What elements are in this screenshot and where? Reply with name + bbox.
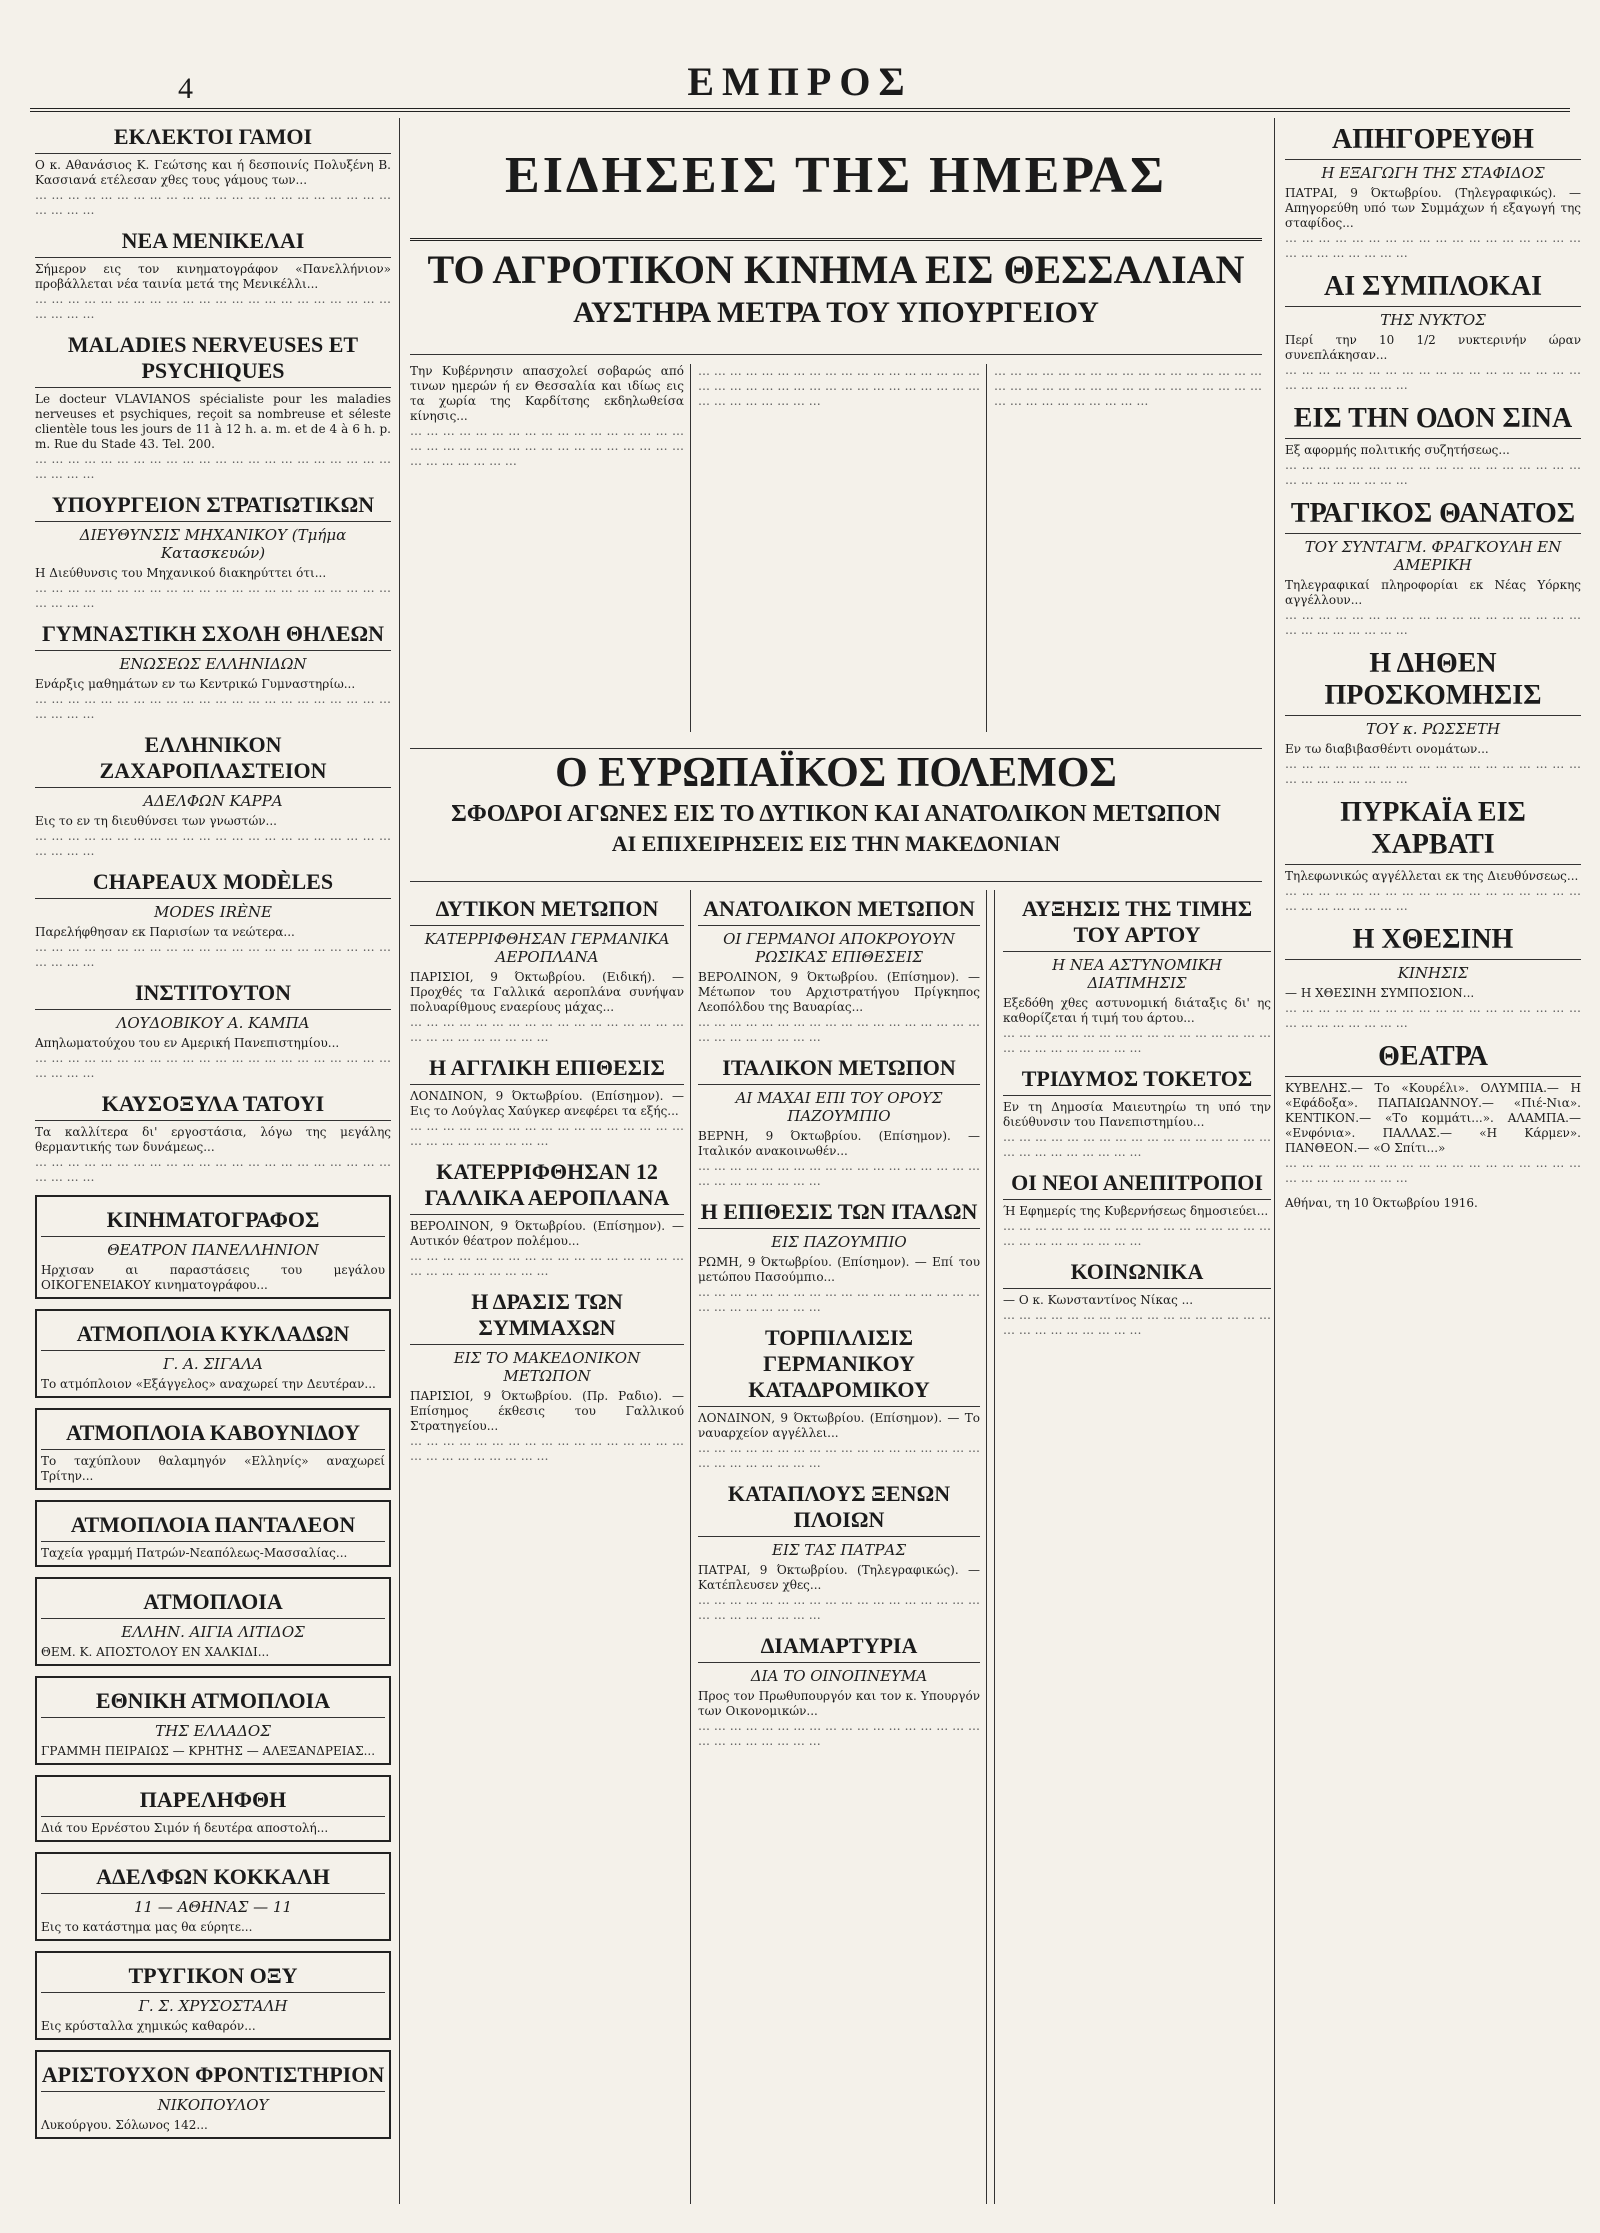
article-block: [35, 869, 391, 970]
filler-text: … … … … … … … … … … … … … … … … … … … … … … … … … …: [410, 1434, 684, 1463]
article-heading: ΑΙ ΣΥΜΠΛΟΚΑΙ: [1285, 271, 1581, 307]
article-block: [1003, 1066, 1271, 1160]
filler-text: … … … … … … … … … … … … … … … … … … … … … … … … … …: [698, 1719, 980, 1748]
article-block: [410, 896, 684, 1045]
article-heading: CHAPEAUX MODÈLES: [35, 869, 391, 899]
article-text: ΠΑΤΡΑΙ, 9 Όκτωβρίου. (Τηλεγραφικώς). — Απηγορεύθη υπό των Συμμάχων ή εξαγωγή της σταφίδος...: [1285, 186, 1581, 230]
article-subheading: ΔΙΕΥΘΥΝΣΙΣ ΜΗΧΑΝΙΚΟΥ (Τμήμα Κατασκευών): [79, 526, 347, 562]
ad-subheading: ΘΕΑΤΡΟΝ ΠΑΝΕΛΛΗΝΙΟΝ: [107, 1241, 319, 1259]
ads-section: [35, 1195, 391, 2139]
advertisement: [35, 1577, 391, 1666]
ad-subheading: Γ. Α. ΣΙΓΑΛΑ: [163, 1355, 263, 1373]
article-block: [1285, 797, 1581, 914]
ad-heading: ΑΔΕΛΦΩΝ ΚΟΚΚΑΛΗ: [41, 1864, 385, 1894]
ad-subheading: Γ. Σ. ΧΡΥΣΟΣΤΑΛΗ: [138, 1997, 288, 2015]
article-text: Εν τη Δημοσία Μαιευτηρίω τη υπό την διεύθυνσιν του Πανεπιστημίου...: [1003, 1100, 1271, 1129]
article-subheading: Η ΕΞΑΓΩΓΗ ΤΗΣ ΣΤΑΦΙΔΟΣ: [1321, 164, 1545, 182]
left-column: [35, 118, 400, 2204]
article-text: Εξ αφορμής πολιτικής συζητήσεως...: [1285, 443, 1510, 457]
article-text: Εις το εν τη διευθύνσει των γνωστών...: [35, 814, 277, 828]
article-subheading: ΟΙ ΓΕΡΜΑΝΟΙ ΑΠΟΚΡΟΥΟΥΝ ΡΩΣΙΚΑΣ ΕΠΙΘΕΣΕΙΣ: [723, 930, 955, 966]
article-text: ΛΟΝΔΙΝΟΝ, 9 Όκτωβρίου. (Επίσημον). — Εις το Λούγλας Χαύγκερ ανεφέρει τα εξής...: [410, 1089, 684, 1118]
article-text: Ή Εφημερίς της Κυβερνήσεως δημοσιεύει...: [1003, 1204, 1269, 1218]
section-header: [410, 118, 1262, 241]
article-text: ΛΟΝΔΙΝΟΝ, 9 Όκτωβρίου. (Επίσημον). — Το ναυαρχείον αγγέλλει...: [698, 1411, 980, 1440]
ad-heading: ΑΡΙΣΤΟΥΧΟΝ ΦΡΟΝΤΙΣΤΗΡΙΟΝ: [41, 2062, 385, 2092]
ad-text: Εις κρύσταλλα χημικώς καθαρόν...: [41, 2019, 256, 2033]
article-text: Τηλεφωνικώς αγγέλλεται εκ της Διευθύνσεως...: [1285, 869, 1579, 883]
ad-heading: ΤΡΥΓΙΚΟΝ ΟΞΥ: [41, 1963, 385, 1993]
article-subheading: ΤΟΥ κ. ΡΩΣΣΕΤΗ: [1365, 720, 1501, 738]
article-text: — Ο κ. Κωνσταντίνος Νίκας ...: [1003, 1293, 1194, 1307]
ad-subheading: ΝΙΚΟΠΟΥΛΟΥ: [157, 2096, 269, 2114]
article-subheading: ΕΙΣ ΠΑΖΟΥΜΠΙΟ: [771, 1233, 907, 1251]
article-block: [698, 1633, 980, 1749]
article-heading: Η ΕΠΙΘΕΣΙΣ ΤΩΝ ΙΤΑΛΩΝ: [698, 1199, 980, 1229]
filler-text: … … … … … … … … … … … … … … … … … … … … … … … … … …: [35, 1051, 391, 1080]
advertisement: [35, 1676, 391, 1765]
article-block: [35, 621, 391, 722]
ad-heading: ΑΤΜΟΠΛΟΙΑ: [41, 1589, 385, 1619]
article-text: Σήμερον εις τον κινηματογράφον «Πανελλήνιον» προβάλλεται νέα ταινία μετά της Μενικέλλι...: [35, 262, 391, 291]
article-subheading: ΔΙΑ ΤΟ ΟΙΝΟΠΝΕΥΜΑ: [750, 1667, 928, 1685]
filler-text: … … … … … … … … … … … … … … … … … … … … … … … … … …: [410, 1249, 684, 1278]
article-subheading: ΕΙΣ ΤΟ ΜΑΚΕΔΟΝΙΚΟΝ ΜΕΤΩΠΟΝ: [453, 1349, 641, 1385]
article-heading: ΘΕΑΤΡΑ: [1285, 1041, 1581, 1077]
filler-text: … … … … … … … … … … … … … … … … … … … … … … … … … …: [35, 188, 391, 217]
article-heading: ΔΥΤΙΚΟΝ ΜΕΤΩΠΟΝ: [410, 896, 684, 926]
article-block: [1285, 648, 1581, 787]
article-text: Τα καλλίτερα δι' εργοστάσια, λόγω της μεγάλης θερμαντικής των δυνάμεως...: [35, 1125, 391, 1154]
article-block: [35, 732, 391, 859]
article-text: Απηλωματούχου του εν Αμερική Πανεπιστημίου...: [35, 1036, 340, 1050]
article-heading: ΑΠΗΓΟΡΕΥΘΗ: [1285, 124, 1581, 160]
filler-text: … … … … … … … … … … … … … … … … … … … … … … … … … …: [1285, 231, 1581, 260]
article-block: [1285, 1041, 1581, 1186]
article-heading: ΝΕΑ ΜΕΝΙΚΕΛΑΙ: [35, 228, 391, 258]
filler-text: … … … … … … … … … … … … … … … … … … … … … … … … … …: [35, 829, 391, 858]
article-text: ΠΑΡΙΣΙΟΙ, 9 Όκτωβρίου. (Ειδική). — Προχθές τα Γαλλικά αεροπλάνα συνήψαν πολυαρίθμους εναερίους μάχας...: [410, 970, 684, 1014]
filler-text: … … … … … … … … … … … … … … … … … … … … … … … … … …: [698, 1015, 980, 1044]
article-heading: ΕΛΛΗΝΙΚΟΝ ΖΑΧΑΡΟΠΛΑΣΤΕΙΟΝ: [35, 732, 391, 788]
filler-text: … … … … … … … … … … … … … … … … … … … … … … … … … …: [698, 1285, 980, 1314]
article-block: [35, 980, 391, 1081]
advertisement: [35, 2050, 391, 2139]
article-text: Τηλεγραφικαί πληροφορίαι εκ Νέας Υόρκης αγγέλλουν...: [1285, 578, 1581, 607]
top-story-headline: ΤΟ ΑΓΡΟΤΙΚΟΝ ΚΙΝΗΜΑ ΕΙΣ ΘΕΣΣΑΛΙΑΝ: [427, 247, 1245, 292]
article-block: [1003, 1259, 1271, 1338]
article-subheading: ΕΙΣ ΤΑΣ ΠΑΤΡΑΣ: [772, 1541, 906, 1559]
article-subheading: MODES IRÈNE: [154, 903, 272, 921]
filler-text: … … … … … … … … … … … … … … … … … … … … … … … … … …: [1003, 1130, 1271, 1159]
article-block: [1003, 896, 1271, 1056]
filler-text: … … … … … … … … … … … … … … … … … … … … … … … … … …: [1285, 608, 1581, 637]
filler-text: … … … … … … … … … … … … … … … … … … … … … … … … … …: [698, 1441, 980, 1470]
article-heading: ΠΥΡΚΑΪΑ ΕΙΣ ΧΑΡΒΑΤΙ: [1285, 797, 1581, 865]
article-block: [1285, 124, 1581, 261]
ad-heading: ΕΘΝΙΚΗ ΑΤΜΟΠΛΟΙΑ: [41, 1688, 385, 1718]
article-subheading: ΤΗΣ ΝΥΚΤΟΣ: [1380, 311, 1486, 329]
article-block: [1285, 924, 1581, 1031]
article-block: [35, 124, 391, 218]
war-story-headline: Ο ΕΥΡΩΠΑΪΚΟΣ ΠΟΛΕΜΟΣ: [555, 750, 1117, 796]
ad-text: Το ταχύπλουν θαλαμηγόν «Ελληνίς» αναχωρεί Τρίτην...: [41, 1454, 385, 1483]
article-block: [1003, 1170, 1271, 1249]
filler-text: … … … … … … … … … … … … … … … … … … … … … … … … … …: [35, 692, 391, 721]
article-block: [410, 1159, 684, 1279]
article-block: [35, 332, 391, 482]
ad-heading: ΑΤΜΟΠΛΟΙΑ ΚΑΒΟΥΝΙΔΟΥ: [41, 1420, 385, 1450]
ad-text: Εις το κατάστημα μας θα εύρητε...: [41, 1920, 253, 1934]
filler-text: … … … … … … … … … … … … … … … … … … … … … … … … … … … … … … … … … … … … … … … … … … … …: [994, 364, 1262, 408]
ad-subheading: 11 — ΑΘΗΝΑΣ — 11: [133, 1898, 293, 1916]
top-story-text-3: [994, 364, 1262, 732]
article-heading: Η ΧΘΕΣΙΝΗ: [1285, 924, 1581, 960]
article-text: ΡΩΜΗ, 9 Όκτωβρίου. (Επίσημον). — Επί του μετώπου Πασούμπιο...: [698, 1255, 980, 1284]
article-text: ΚΥΒΕΛΗΣ.— Το «Κουρέλι». ΟΛΥΜΠΙΑ.— Η «Εφάδοξα». ΠΑΠΑΙΩΑΝΝΟΥ.— «Πιέ-Νια». ΚΕΝΤΙΚΟΝ.— «Το κομμάτι...». ΑΛΑΜΠΑ.— «Ενφόνια». ΠΑΛΛΑΣ.— «Η Κάρμεν». ΠΑΝΘΕΟΝ.— «Ο Σπίτι...»: [1285, 1081, 1581, 1155]
news-column-1: [410, 890, 691, 2204]
advertisement: [35, 1775, 391, 1842]
advertisement: [35, 1195, 391, 1299]
filler-text: … … … … … … … … … … … … … … … … … … … … … … … … … …: [1285, 363, 1581, 392]
top-story-subheadline: ΑΥΣΤΗΡΑ ΜΕΤΡΑ ΤΟΥ ΥΠΟΥΡΓΕΙΟΥ: [573, 296, 1099, 329]
filler-text: … … … … … … … … … … … … … … … … … … … … … … … … … …: [1003, 1308, 1271, 1337]
article-text: ΒΕΡΝΗ, 9 Όκτωβρίου. (Επίσημον). — Ιταλικόν ανακοινωθέν...: [698, 1129, 980, 1158]
advertisement: [35, 1309, 391, 1398]
ad-heading: ΑΤΜΟΠΛΟΙΑ ΚΥΚΛΑΔΩΝ: [41, 1321, 385, 1351]
article-block: [1285, 271, 1581, 393]
article-subheading: ΚΙΝΗΣΙΣ: [1397, 964, 1469, 982]
article-block: [1285, 498, 1581, 638]
filler-text: … … … … … … … … … … … … … … … … … … … … … … … … … …: [35, 940, 391, 969]
masthead: [30, 30, 1570, 112]
filler-text: … … … … … … … … … … … … … … … … … … … … … … … … … …: [1285, 1001, 1581, 1030]
article-subheading: Η ΝΕΑ ΑΣΤΥΝΟΜΙΚΗ ΔΙΑΤΙΜΗΣΙΣ: [1052, 956, 1222, 992]
article-subheading: ΑΙ ΜΑΧΑΙ ΕΠΙ ΤΟΥ ΟΡΟΥΣ ΠΑΖΟΥΜΠΙΟ: [735, 1089, 943, 1125]
article-text: ΒΕΡΟΛΙΝΟΝ, 9 Όκτωβρίου. (Επίσημον). — Αυτικόν θέατρον πολέμου...: [410, 1219, 684, 1248]
article-text: Ο κ. Αθανάσιος Κ. Γεώτσης και ή δεσποινίς Πολυξένη Β. Κασσιανά ετέλεσαν χθες τους γάμους των...: [35, 158, 391, 187]
top-story-banner: [410, 246, 1262, 355]
article-heading: Η ΑΓΓΛΙΚΗ ΕΠΙΘΕΣΙΣ: [410, 1055, 684, 1085]
article-block: [35, 228, 391, 322]
filler-text: … … … … … … … … … … … … … … … … … … … … … … … … … …: [35, 581, 391, 610]
filler-text: … … … … … … … … … … … … … … … … … … … … … … … … … …: [35, 1155, 391, 1184]
page-number: 4: [178, 72, 193, 105]
article-text: Περί την 10 1/2 νυκτερινήν ώραν συνεπλάκησαν...: [1285, 333, 1581, 362]
ad-heading: ΑΤΜΟΠΛΟΙΑ ΠΑΝΤΑΛΕΟΝ: [41, 1512, 385, 1542]
news-column-2: [698, 890, 987, 2204]
filler-text: … … … … … … … … … … … … … … … … … … … … … … … … … …: [35, 452, 391, 481]
article-heading: ΑΝΑΤΟΛΙΚΟΝ ΜΕΤΩΠΟΝ: [698, 896, 980, 926]
news-column-3: [994, 890, 1271, 2204]
article-text: Εν τω διαβιβασθέντι ονομάτων...: [1285, 742, 1489, 756]
article-heading: ΚΟΙΝΩΝΙΚΑ: [1003, 1259, 1271, 1289]
article-subheading: ΤΟΥ ΣΥΝΤΑΓΜ. ΦΡΑΓΚΟΥΛΗ ΕΝ ΑΜΕΡΙΚΗ: [1304, 538, 1562, 574]
article-heading: ΙΤΑΛΙΚΟΝ ΜΕΤΩΠΟΝ: [698, 1055, 980, 1085]
filler-text: … … … … … … … … … … … … … … … … … … … … … … … … … …: [35, 292, 391, 321]
article-text: Παρελήφθησαν εκ Παρισίων τα νεώτερα...: [35, 925, 295, 939]
top-story-text: Την Κυβέρνησιν απασχολεί σοβαρώς από τινων ημερών ή εν Θεσσαλία και ιδίως εις τα χωρία της Καρδίτσης εκδηλωθείσα κίνησις...: [410, 364, 684, 423]
article-heading: Η ΔΗΘΕΝ ΠΡΟΣΚΟΜΗΣΙΣ: [1285, 648, 1581, 716]
article-text: ΠΑΡΙΣΙΟΙ, 9 Όκτωβρίου. (Πρ. Ραδιο). — Επίσημος έκθεσις του Γαλλικού Στρατηγείου...: [410, 1389, 684, 1433]
filler-text: … … … … … … … … … … … … … … … … … … … … … … … … … … … … … … … … … … … … … … … … …: [410, 424, 684, 468]
filler-text: … … … … … … … … … … … … … … … … … … … … … … … … … …: [1285, 458, 1581, 487]
article-text: Εξεδόθη χθες αστυνομική διάταξις δι' ης καθορίζεται ή τιμή του άρτου...: [1003, 996, 1271, 1025]
newspaper-title: ΕΜΠΡΟΣ: [687, 59, 913, 104]
ad-text: ΘΕΜ. Κ. ΑΠΟΣΤΟΛΟΥ ΕΝ ΧΑΛΚΙΔΙ...: [41, 1645, 270, 1659]
article-text: Le docteur VLAVIANOS spécialiste pour les maladies nerveuses et psychiques, reçoit sa nombreuse et séleste clientèle tous les jours de 11 à 12 h. a. m. et de 4 à 6 h. p. m. Rue du Stade 43. Tel. 200.: [35, 392, 391, 451]
article-block: [35, 492, 391, 611]
filler-text: … … … … … … … … … … … … … … … … … … … … … … … … … … … … … … … … … … … … … … … … … … … …: [698, 364, 980, 408]
advertisement: [35, 1951, 391, 2040]
ad-text: Λυκούργου. Σόλωνος 142...: [41, 2118, 208, 2132]
article-heading: ΕΚΛΕΚΤΟΙ ΓΑΜΟΙ: [35, 124, 391, 154]
article-heading: ΤΟΡΠΙΛΛΙΣΙΣ ΓΕΡΜΑΝΙΚΟΥ ΚΑΤΑΔΡΟΜΙΚΟΥ: [698, 1325, 980, 1407]
filler-text: … … … … … … … … … … … … … … … … … … … … … … … … … …: [1285, 884, 1581, 913]
article-heading: ΟΙ ΝΕΟΙ ΑΝΕΠΙΤΡΟΠΟΙ: [1003, 1170, 1271, 1200]
ad-heading: ΚΙΝΗΜΑΤΟΓΡΑΦΟΣ: [41, 1207, 385, 1237]
filler-text: … … … … … … … … … … … … … … … … … … … … … … … … … …: [1285, 757, 1581, 786]
war-story-banner: [410, 748, 1262, 882]
article-heading: ΔΙΑΜΑΡΤΥΡΙΑ: [698, 1633, 980, 1663]
article-subheading: ΛΟΥΔΟΒΙΚΟΥ Α. ΚΑΜΠΑ: [116, 1014, 310, 1032]
dateline: Αθήναι, τη 10 Όκτωβρίου 1916.: [1285, 1196, 1478, 1210]
filler-text: … … … … … … … … … … … … … … … … … … … … … … … … … …: [1285, 1156, 1581, 1185]
article-heading: MALADIES NERVEUSES ET PSYCHIQUES: [35, 332, 391, 388]
article-subheading: ΚΑΤΕΡΡΙΦΘΗΣΑΝ ΓΕΡΜΑΝΙΚΑ ΑΕΡΟΠΛΑΝΑ: [424, 930, 670, 966]
article-subheading: ΑΔΕΛΦΩΝ ΚΑΡΡΑ: [143, 792, 283, 810]
article-heading: ΓΥΜΝΑΣΤΙΚΗ ΣΧΟΛΗ ΘΗΛΕΩΝ: [35, 621, 391, 651]
advertisement: [35, 1500, 391, 1567]
article-block: [1285, 403, 1581, 488]
ad-heading: ΠΑΡΕΛΗΦΘΗ: [41, 1787, 385, 1817]
right-column: [1274, 118, 1581, 2204]
ad-text: Το ατμόπλοιον «Εξάγγελος» αναχωρεί την Δευτέραν...: [41, 1377, 376, 1391]
ad-subheading: ΤΗΣ ΕΛΛΑΔΟΣ: [155, 1722, 271, 1740]
article-block: [698, 896, 980, 1045]
article-subheading: ΕΝΩΣΕΩΣ ΕΛΛΗΝΙΔΩΝ: [119, 655, 307, 673]
article-block: [410, 1055, 684, 1149]
article-block: [35, 1091, 391, 1185]
ad-text: Ταχεία γραμμή Πατρών-Νεαπόλεως-Μασσαλίας...: [41, 1546, 348, 1560]
filler-text: … … … … … … … … … … … … … … … … … … … … … … … … … …: [410, 1119, 684, 1148]
article-heading: ΕΙΣ ΤΗΝ ΟΔΟΝ ΣΙΝΑ: [1285, 403, 1581, 439]
article-block: [698, 1055, 980, 1189]
war-story-subheadline: ΣΦΟΔΡΟΙ ΑΓΩΝΕΣ ΕΙΣ ΤΟ ΔΥΤΙΚΟΝ ΚΑΙ ΑΝΑΤΟΛΙΚΟΝ ΜΕΤΩΠΟΝ: [451, 801, 1221, 827]
article-heading: ΚΑΥΣΟΞΥΛΑ ΤΑΤΟΥΙ: [35, 1091, 391, 1121]
ad-text: Ηρχισαν αι παραστάσεις του μεγάλου ΟΙΚΟΓΕΝΕΙΑΚΟΥ κινηματογράφου...: [41, 1263, 385, 1292]
article-heading: Η ΔΡΑΣΙΣ ΤΩΝ ΣΥΜΜΑΧΩΝ: [410, 1289, 684, 1345]
filler-text: … … … … … … … … … … … … … … … … … … … … … … … … … …: [698, 1159, 980, 1188]
article-text: ΒΕΡΟΛΙΝΟΝ, 9 Όκτωβρίου. (Επίσημον). — Μέτωπον του Αρχιστρατήγου Πρίγκηπος Λεοπόλδου της Βαυαρίας...: [698, 970, 980, 1014]
filler-text: … … … … … … … … … … … … … … … … … … … … … … … … … …: [410, 1015, 684, 1044]
article-heading: ΤΡΑΓΙΚΟΣ ΘΑΝΑΤΟΣ: [1285, 498, 1581, 534]
ad-subheading: ΕΛΛΗΝ. ΑΙΓΙΑ ΛΙΤΙΔΟΣ: [121, 1623, 305, 1641]
advertisement: [35, 1408, 391, 1490]
ad-text: ΓΡΑΜΜΗ ΠΕΙΡΑΙΩΣ — ΚΡΗΤΗΣ — ΑΛΕΞΑΝΔΡΕΙΑΣ...: [41, 1744, 376, 1758]
war-story-deck: ΑΙ ΕΠΙΧΕΙΡΗΣΕΙΣ ΕΙΣ ΤΗΝ ΜΑΚΕΔΟΝΙΑΝ: [611, 831, 1061, 856]
article-text: Προς τον Πρωθυπουργόν και τον κ. Υπουργόν των Οικονομικών...: [698, 1689, 980, 1718]
ad-text: Διά του Ερνέστου Σιμόν ή δευτέρα αποστολή...: [41, 1821, 329, 1835]
article-text: — Η ΧΘΕΣΙΝΗ ΣΥΜΠΟΣΙΟΝ...: [1285, 986, 1475, 1000]
article-text: ΠΑΤΡΑΙ, 9 Όκτωβρίου. (Τηλεγραφικώς). — Κατέπλευσεν χθες...: [698, 1563, 980, 1592]
top-story-text-1: [410, 364, 691, 732]
filler-text: … … … … … … … … … … … … … … … … … … … … … … … … … …: [1003, 1026, 1271, 1055]
article-heading: ΑΥΞΗΣΙΣ ΤΗΣ ΤΙΜΗΣ ΤΟΥ ΑΡΤΟΥ: [1003, 896, 1271, 952]
section-title: ΕΙΔΗΣΕΙΣ ΤΗΣ ΗΜΕΡΑΣ: [505, 147, 1167, 204]
article-heading: ΤΡΙΔΥΜΟΣ ΤΟΚΕΤΟΣ: [1003, 1066, 1271, 1096]
article-block: [698, 1481, 980, 1623]
filler-text: … … … … … … … … … … … … … … … … … … … … … … … … … …: [698, 1593, 980, 1622]
top-story-text-2: [698, 364, 987, 732]
advertisement: [35, 1852, 391, 1941]
filler-text: … … … … … … … … … … … … … … … … … … … … … … … … … …: [1003, 1219, 1271, 1248]
article-text: Ενάρξις μαθημάτων εν τω Κεντρικώ Γυμναστηρίω...: [35, 677, 356, 691]
article-heading: ΥΠΟΥΡΓΕΙΟΝ ΣΤΡΑΤΙΩΤΙΚΩΝ: [35, 492, 391, 522]
article-block: [410, 1289, 684, 1464]
article-heading: ΚΑΤΑΠΛΟΥΣ ΞΕΝΩΝ ΠΛΟΙΩΝ: [698, 1481, 980, 1537]
article-block: [698, 1199, 980, 1315]
article-heading: ΙΝΣΤΙΤΟΥΤΟΝ: [35, 980, 391, 1010]
article-block: [698, 1325, 980, 1471]
article-heading: ΚΑΤΕΡΡΙΦΘΗΣΑΝ 12 ΓΑΛΛΙΚΑ ΑΕΡΟΠΛΑΝΑ: [410, 1159, 684, 1215]
article-text: Η Διεύθυνσις του Μηχανικού διακηρύττει ότι...: [35, 566, 327, 580]
